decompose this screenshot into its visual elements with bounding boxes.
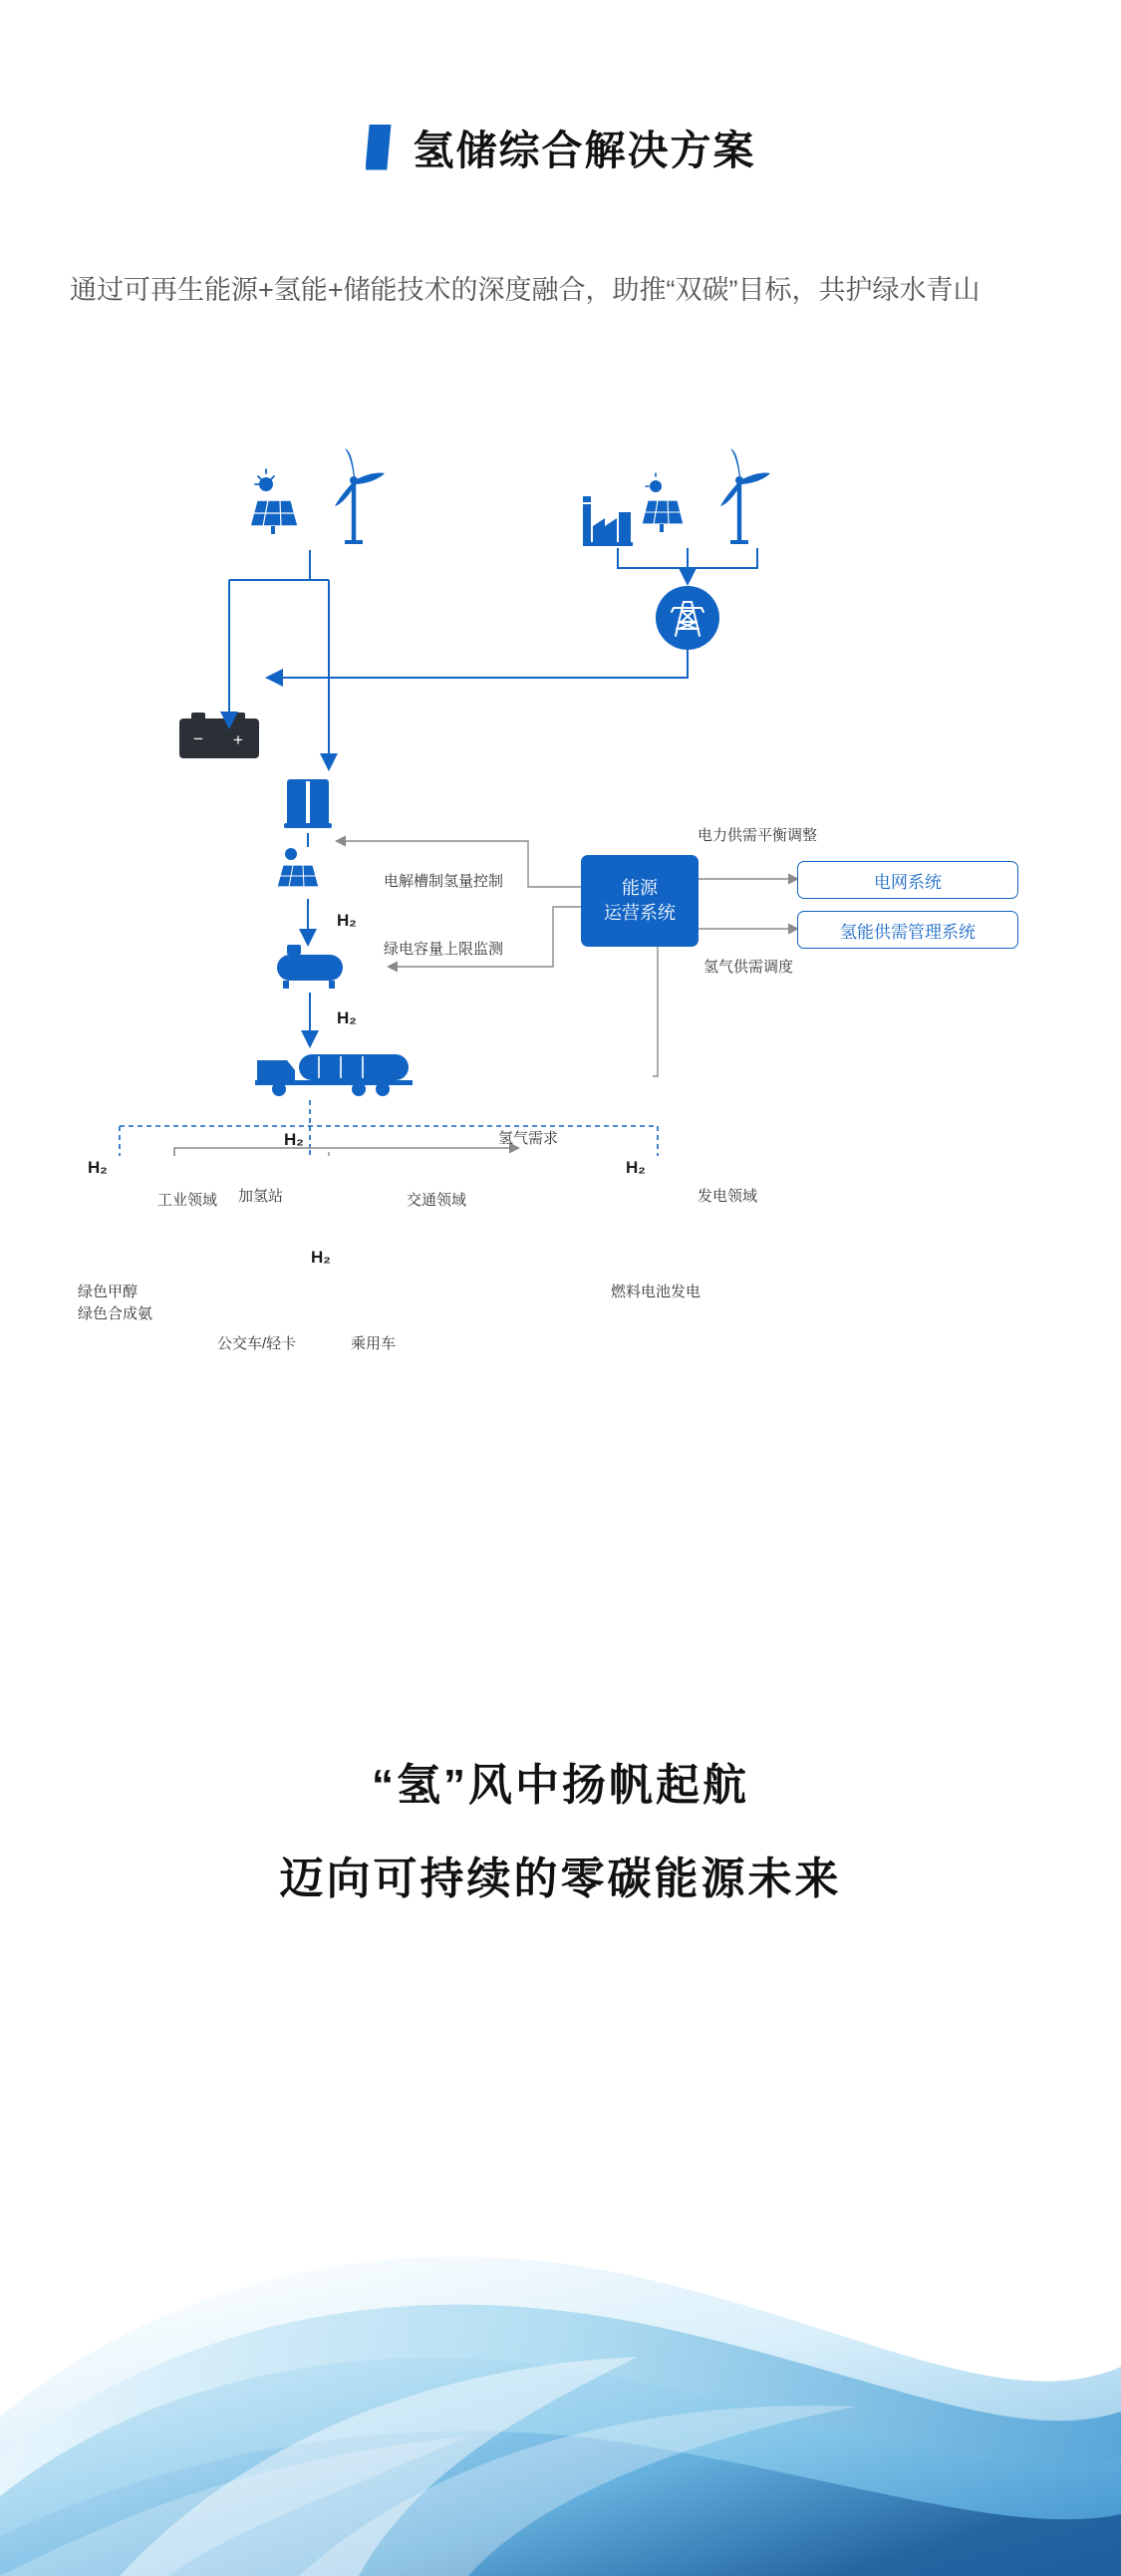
hydrogen-supply-management-box[interactable]	[797, 911, 1018, 949]
grid-system-box[interactable]	[797, 861, 1018, 899]
label-h2-2: H₂	[337, 1008, 357, 1027]
label-transport-field: 交通领域	[407, 1192, 467, 1209]
electrolyzer-icon	[284, 779, 332, 828]
system-flow-diagram	[0, 438, 1121, 1352]
header-accent-mark-icon	[366, 125, 392, 170]
hydrogen-storage-tank-icon	[277, 945, 343, 989]
label-hydrogen-demand: 氢气需求	[498, 1130, 559, 1147]
label-green-methanol-line2: 绿色合成氨	[78, 1305, 153, 1322]
label-electrolyzer-control: 电解槽制氢量控制	[384, 873, 504, 890]
label-refuel-station: 加氢站	[238, 1188, 284, 1205]
slogan-line-1: “氢”风中扬帆起航	[372, 1761, 749, 1810]
slogan-line-2: 迈向可持续的零碳能源未来	[279, 1855, 842, 1903]
diagram-lines-and-icons	[0, 438, 1121, 1156]
label-h2-3: H₂	[284, 1130, 304, 1149]
svg-text:−: −	[193, 729, 203, 748]
closing-slogan	[0, 1749, 1121, 1906]
energy-ops-label-line1: 能源	[622, 877, 658, 898]
wave-decoration	[0, 2118, 1121, 2576]
label-power-gen-field: 发电领域	[698, 1188, 758, 1205]
label-h2-5: H₂	[626, 1158, 646, 1177]
label-hydrogen-dispatch: 氢气供需调度	[703, 959, 794, 976]
svg-text:+: +	[233, 730, 243, 749]
factory-solar-wind-icon	[583, 448, 770, 546]
label-green-methanol-line1: 绿色甲醇	[78, 1284, 139, 1300]
label-industry-field: 工业领域	[157, 1192, 218, 1209]
energy-ops-label-line2: 运营系统	[604, 903, 676, 923]
battery-storage-icon	[179, 713, 259, 758]
label-h2-1: H₂	[337, 911, 357, 930]
solar-panel-wind-turbine-icon	[250, 448, 385, 544]
label-h2-4: H₂	[88, 1158, 108, 1177]
label-bus-truck: 公交车/轻卡	[217, 1335, 297, 1352]
hydrogen-tanker-truck-icon	[255, 1054, 413, 1096]
grid-system-label: 电网系统	[874, 872, 942, 892]
page-subtitle: 通过可再生能源+氢能+储能技术的深度融合，助推“双碳”目标，共护绿水青山	[70, 275, 981, 305]
label-passenger-car: 乘用车	[351, 1335, 397, 1352]
label-green-power-cap: 绿电容量上限监测	[384, 941, 504, 958]
wave-graphic-icon	[0, 2118, 1121, 2576]
power-grid-tower-icon	[656, 586, 719, 650]
energy-operations-system-box[interactable]	[581, 855, 699, 947]
solar-panel-icon	[277, 848, 319, 887]
page-title: 氢储综合解决方案	[413, 128, 756, 173]
page-header	[0, 118, 1121, 176]
label-h2-6: H₂	[311, 1248, 331, 1267]
label-power-balance: 电力供需平衡调整	[698, 827, 818, 844]
label-fuel-cell-power: 燃料电池发电	[611, 1284, 701, 1300]
hydrogen-mgmt-label: 氢能供需管理系统	[840, 922, 976, 942]
